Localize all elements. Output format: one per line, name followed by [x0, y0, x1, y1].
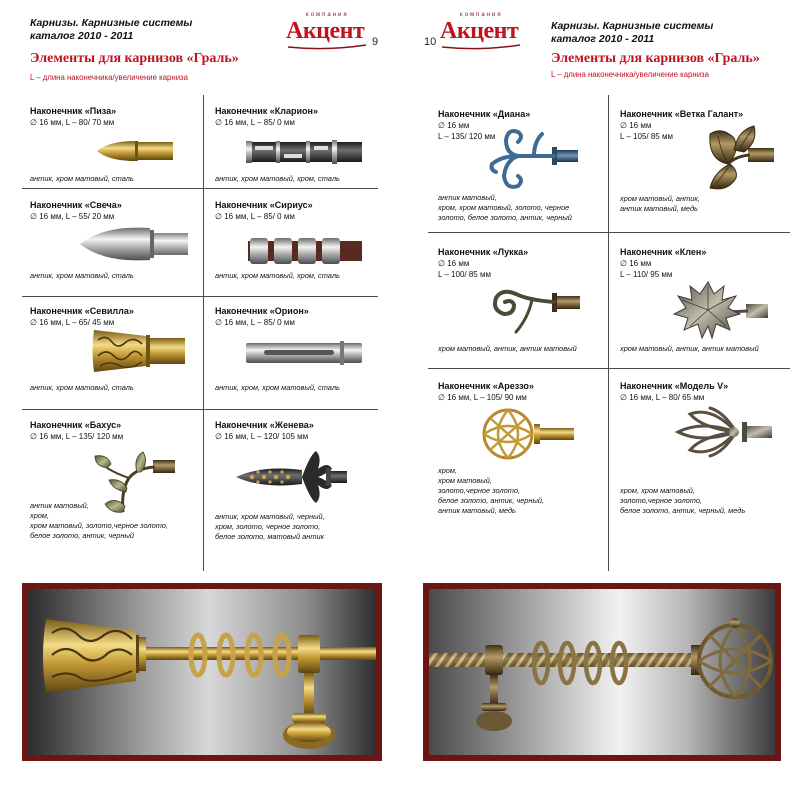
catalog-header-line2: каталог 2010 - 2011 — [30, 30, 134, 42]
product-name: Наконечник «Пиза» — [30, 106, 117, 116]
product-name: Наконечник «Лукка» — [438, 247, 529, 257]
catalog-header — [30, 17, 192, 43]
catalog-header-line2: каталог 2010 - 2011 — [551, 33, 655, 45]
product-finishes — [620, 344, 759, 354]
column-divider — [608, 95, 609, 571]
finish-line: антик матовый, — [30, 501, 89, 510]
company-logo — [440, 12, 522, 50]
finish-line: антик матовый, медь — [438, 506, 516, 515]
finish-line: антик, хром матовый, сталь — [30, 271, 134, 280]
logo-name: Акцент — [286, 18, 365, 44]
finish-line: золото,черное золото, — [438, 486, 521, 495]
finish-line: белое золото, антик, черный, — [438, 496, 545, 505]
model-v-finial-image — [672, 404, 772, 462]
product-spec: ∅ 16 мм, L – 80/ 70 мм — [30, 118, 115, 127]
logo-small-text: компания — [306, 12, 349, 18]
finish-line: антик, хром матовый, черный, — [215, 512, 325, 521]
product-maple — [620, 247, 706, 280]
product-spec: ∅ 16 мм, L – 135/ 120 мм — [30, 432, 124, 441]
product-spec: ∅ 16 мм — [620, 121, 652, 130]
finish-line: хром матовый, — [438, 476, 492, 485]
product-sevilla — [30, 306, 134, 328]
product-spec: L – 110/ 95 мм — [620, 270, 673, 279]
finish-line: хром, хром матовый, золото, черное — [438, 203, 570, 212]
product-spec: L – 135/ 120 мм — [438, 132, 496, 141]
logo-small-text: компания — [460, 12, 503, 18]
product-name: Наконечник «Ветка Галант» — [620, 109, 744, 119]
page-title: Элементы для карнизов «Граль» — [30, 51, 239, 66]
diana-finial-image — [488, 124, 578, 196]
branch-galant-finial-image — [688, 120, 774, 192]
product-clarion — [215, 106, 318, 128]
finish-line: антик матовый, — [438, 193, 497, 202]
curtain-rod-photo-left — [22, 583, 382, 761]
page-title: Элементы для карнизов «Граль» — [551, 51, 760, 66]
finish-line: антик, хром, хром матовый, сталь — [215, 383, 340, 392]
row-divider — [428, 368, 790, 369]
row-divider — [22, 296, 378, 297]
clarion-finial-image — [246, 139, 362, 165]
product-lucca — [438, 247, 528, 280]
page-subtitle: L – длина наконечника/увеличение карниза — [30, 73, 188, 82]
product-finishes — [438, 193, 572, 223]
product-finishes — [30, 383, 134, 393]
product-spec: ∅ 16 мм — [438, 121, 470, 130]
product-name: Наконечник «Свеча» — [30, 200, 122, 210]
product-finishes — [30, 271, 134, 281]
product-finishes — [438, 344, 577, 354]
product-spec: ∅ 16 мм, L – 65/ 45 мм — [30, 318, 115, 327]
page-subtitle: L – длина наконечника/увеличение карниза — [551, 70, 709, 79]
product-finishes — [438, 466, 544, 516]
product-spec: ∅ 16 мм, L – 85/ 0 мм — [215, 212, 295, 221]
product-spec: ∅ 16 мм, L – 120/ 105 мм — [215, 432, 309, 441]
product-finishes — [215, 174, 340, 184]
product-spec: ∅ 16 мм, L – 105/ 90 мм — [438, 393, 527, 402]
finish-line: хром, — [30, 511, 50, 520]
product-finishes — [215, 512, 325, 542]
rod-photo-illustration — [429, 589, 775, 755]
logo-swoosh-icon — [440, 44, 522, 50]
column-divider — [203, 95, 204, 571]
product-spec: ∅ 16 мм, L – 85/ 0 мм — [215, 118, 295, 127]
product-name: Наконечник «Бахус» — [30, 420, 122, 430]
rod-photo-illustration — [28, 589, 376, 755]
product-name: Наконечник «Диана» — [438, 109, 531, 119]
product-finishes — [620, 486, 745, 516]
product-name: Наконечник «Сириус» — [215, 200, 313, 210]
product-name: Наконечник «Севилла» — [30, 306, 134, 316]
finish-line: хром матовый, антик, — [620, 194, 700, 203]
catalog-header-line1: Карнизы. Карнизные системы — [551, 20, 714, 32]
row-divider — [22, 409, 378, 410]
lucca-finial-image — [488, 284, 580, 340]
candle-finial-image — [78, 222, 188, 266]
product-name: Наконечник «Ареззо» — [438, 381, 534, 391]
curtain-rod-photo-right — [423, 583, 781, 761]
finish-line: антик, хром матовый, сталь — [30, 383, 134, 392]
finish-line: белое золото, антик, черный — [30, 531, 135, 540]
product-model-v — [620, 381, 728, 403]
finish-line: хром, — [438, 466, 458, 475]
page-number: 9 — [372, 36, 379, 48]
product-name: Наконечник «Орион» — [215, 306, 309, 316]
product-finishes — [215, 271, 340, 281]
product-orion — [215, 306, 309, 328]
product-name: Наконечник «Кларион» — [215, 106, 318, 116]
sevilla-finial-image — [90, 326, 185, 376]
arezzo-finial-image — [478, 404, 574, 464]
product-name: Наконечник «Модель V» — [620, 381, 729, 391]
finish-line: хром матовый, антик, антик матовый — [620, 344, 759, 353]
finish-line: белое золото, матовый антик — [215, 532, 325, 541]
product-spec: ∅ 16 мм — [438, 259, 470, 268]
maple-finial-image — [668, 280, 768, 342]
finish-line: хром, золото, черное золото, — [215, 522, 321, 531]
product-bacchus — [30, 420, 123, 442]
finish-line: хром, хром матовый, — [620, 486, 695, 495]
row-divider — [22, 188, 378, 189]
finish-line: хром матовый, золото,черное золото, — [30, 521, 168, 530]
finish-line: антик матовый, медь — [620, 204, 698, 213]
product-sirius — [215, 200, 313, 222]
catalog-header — [551, 20, 713, 46]
product-spec: ∅ 16 мм — [620, 259, 652, 268]
product-spec: ∅ 16 мм, L – 85/ 0 мм — [215, 318, 295, 327]
company-logo — [286, 12, 368, 50]
product-spec: ∅ 16 мм, L – 55/ 20 мм — [30, 212, 115, 221]
finish-line: золото, белое золото, антик, черный — [438, 213, 572, 222]
finish-line: хром матовый, антик, антик матовый — [438, 344, 577, 353]
product-piza — [30, 106, 116, 128]
finish-line: золото,черное золото, — [620, 496, 703, 505]
finish-line: антик, хром матовый, хром, сталь — [215, 271, 340, 280]
product-name: Наконечник «Женева» — [215, 420, 314, 430]
product-spec: L – 105/ 85 мм — [620, 132, 673, 141]
product-finishes — [620, 194, 700, 214]
product-geneva — [215, 420, 314, 442]
finish-line: антик, хром матовый, хром, сталь — [215, 174, 340, 183]
sirius-finial-image — [248, 236, 362, 266]
page-number: 10 — [424, 36, 437, 48]
orion-finial-image — [246, 341, 362, 365]
piza-finial-image — [95, 137, 175, 165]
product-spec: L – 100/ 85 мм — [438, 270, 491, 279]
product-finishes — [30, 174, 134, 184]
logo-name: Акцент — [440, 18, 519, 44]
product-finishes — [30, 501, 168, 541]
finish-line: антик, хром матовый, сталь — [30, 174, 134, 183]
product-finishes — [215, 383, 340, 393]
row-divider — [428, 232, 790, 233]
product-candle — [30, 200, 122, 222]
geneva-finial-image — [232, 447, 347, 507]
logo-swoosh-icon — [286, 44, 368, 50]
product-spec: ∅ 16 мм, L – 80/ 65 мм — [620, 393, 705, 402]
catalog-header-line1: Карнизы. Карнизные системы — [30, 17, 193, 29]
finish-line: белое золото, антик, черный, медь — [620, 506, 746, 515]
product-name: Наконечник «Клен» — [620, 247, 707, 257]
product-arezzo — [438, 381, 534, 403]
